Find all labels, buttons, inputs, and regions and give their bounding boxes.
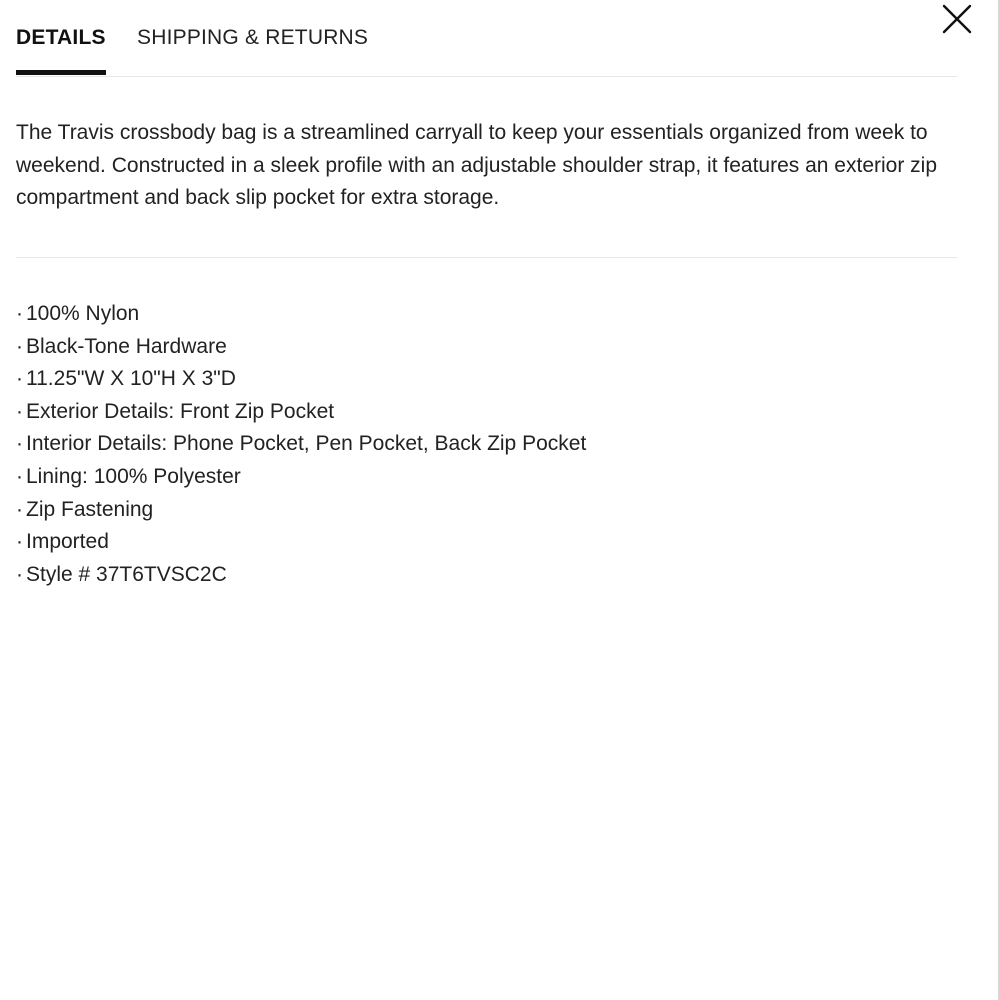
feature-text: Exterior Details: Front Zip Pocket <box>26 399 335 423</box>
tab-bar <box>16 0 957 77</box>
feature-text: Style # 37T6TVSC2C <box>26 562 227 586</box>
list-item: · Lining: 100% Polyester <box>16 464 241 488</box>
tab-details[interactable]: DETAILS <box>16 26 106 75</box>
feature-text: Imported <box>26 530 109 554</box>
feature-text: Black-Tone Hardware <box>26 334 227 358</box>
close-icon[interactable] <box>940 2 974 36</box>
list-item: · Exterior Details: Front Zip Pocket <box>16 399 335 423</box>
list-item: · Black-Tone Hardware <box>16 334 227 358</box>
list-item: · 11.25"W X 10"H X 3"D <box>16 367 236 391</box>
feature-text: Lining: 100% Polyester <box>26 464 241 488</box>
list-item: · 100% Nylon <box>16 302 140 325</box>
divider <box>16 257 957 258</box>
list-item: · Imported <box>16 530 109 554</box>
feature-text: 100% Nylon <box>26 302 140 325</box>
list-item: · Style # 37T6TVSC2C <box>16 562 227 586</box>
list-item: · Zip Fastening <box>16 497 154 521</box>
feature-list <box>16 298 586 591</box>
tab-shipping-returns[interactable]: SHIPPING & RETURNS <box>137 26 369 49</box>
feature-text: 11.25"W X 10"H X 3"D <box>26 367 236 391</box>
feature-text: Interior Details: Phone Pocket, Pen Pocket, Back Zip Pocket <box>26 432 587 456</box>
product-description: The Travis crossbody bag is a streamlined carryall to keep your essentials organized from week to weekend. Constructed in a sleek profile with an adjustable shoulder strap, it features an exterior zip compartment and back slip pocket for extra storage. <box>16 121 938 209</box>
feature-text: Zip Fastening <box>26 497 154 521</box>
list-item: · Interior Details: Phone Pocket, Pen Pocket, Back Zip Pocket <box>16 432 587 456</box>
